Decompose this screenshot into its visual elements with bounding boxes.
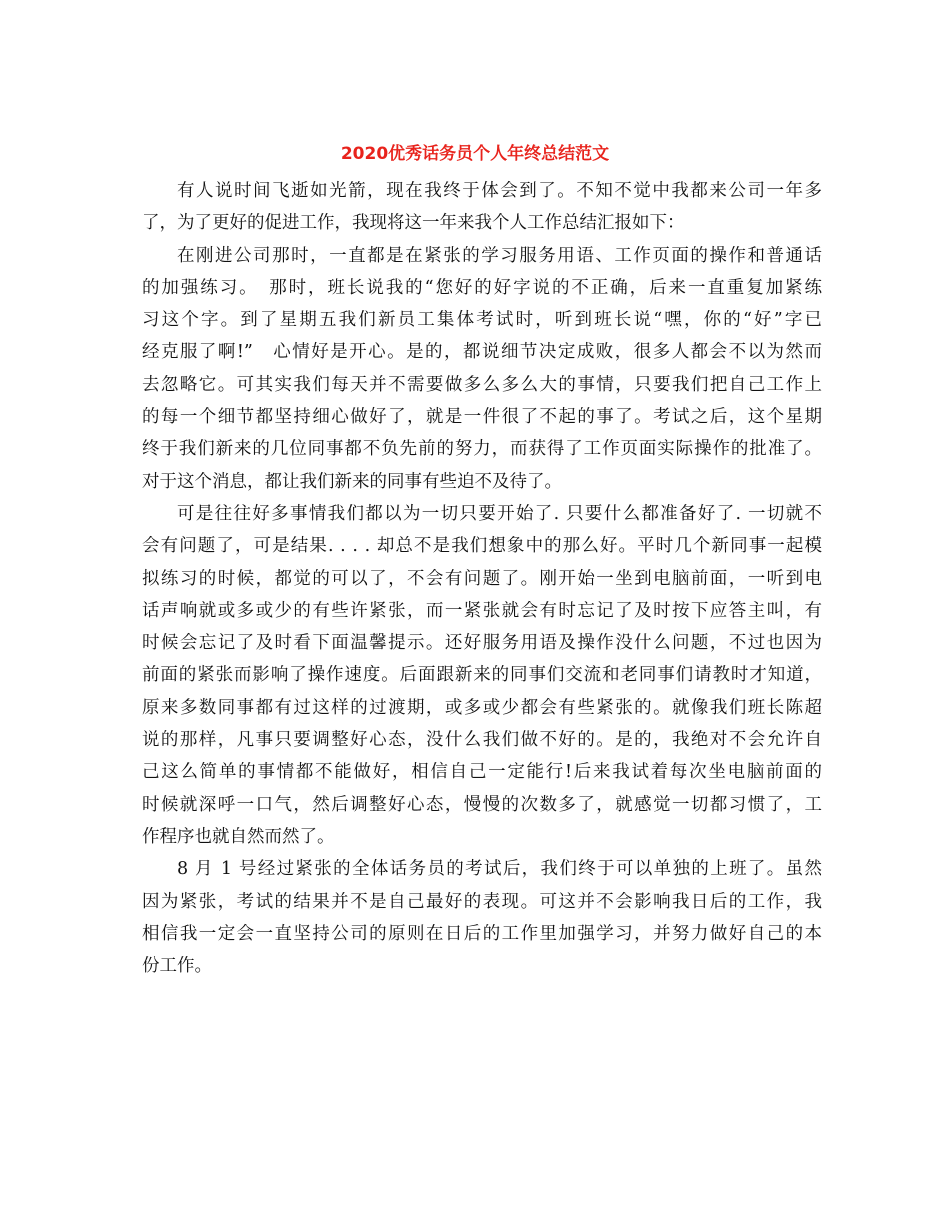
text-line: 前面的紧张而影响了操作速度。后面跟新来的同事们交流和老同事们请教时才知道， [142,665,822,686]
document-body [142,175,822,982]
document-title: 2020优秀话务员个人年终总结范文 [340,144,610,164]
text-line: 的每一个细节都坚持细心做好了，就是一件很了不起的事了。考试之后，这个星期 [142,407,822,428]
text-line: 相信我一定会一直坚持公司的原则在日后的工作里加强学习，并努力做好自己的本 [142,923,822,944]
text-line: 时候会忘记了及时看下面温馨提示。还好服务用语及操作没什么问题，不过也因为 [142,633,822,654]
text-line: 有人说时间飞逝如光箭，现在我终于体会到了。不知不觉中我都来公司一年多 [177,181,822,201]
text-line: 拟练习的时候，都觉的可以了，不会有问题了。刚开始一坐到电脑前面，一听到电 [142,568,822,589]
text-line: 会有问题了，可是结果. . . . 却总不是我们想象中的那么好。平时几个新同事一起模 [142,536,822,557]
text-line: 份工作。 [142,956,212,977]
text-line: 对于这个消息，都让我们新来的同事有些迫不及待了。 [142,471,562,492]
text-line: 终于我们新来的几位同事都不负先前的努力，而获得了工作页面实际操作的批准了。 [142,439,822,460]
text-line: 话声响就或多或少的有些许紧张，而一紧张就会有时忘记了及时按下应答主叫，有 [142,600,822,621]
text-line: 时候就深呼一口气，然后调整好心态，慢慢的次数多了，就感觉一切都习惯了，工 [142,794,822,815]
text-line: 了，为了更好的促进工作，我现将这一年来我个人工作总结汇报如下： [142,213,685,234]
text-line: 己这么简单的事情都不能做好，相信自己一定能行!后来我试着每次坐电脑前面的 [142,762,822,783]
text-line: 经克服了啊!” 心情好是开心。是的，都说细节决定成败，很多人都会不以为然而 [142,342,822,363]
text-line: 在刚进公司那时，一直都是在紧张的学习服务用语、工作页面的操作和普通话 [177,245,822,266]
text-line: 作程序也就自然而然了。 [142,826,335,847]
text-line: 原来多数同事都有过这样的过渡期，或多或少都会有些紧张的。就像我们班长陈超 [142,697,822,718]
text-line: 可是往往好多事情我们都以为一切只要开始了. 只要什么都准备好了. 一切就不 [177,503,822,524]
text-line: 习这个字。到了星期五我们新员工集体考试时，听到班长说“嘿，你的“好”字已 [142,310,822,331]
text-line: 说的那样，凡事只要调整好心态，没什么我们做不好的。是的，我绝对不会允许自 [142,730,822,751]
text-line: 8 月 1 号经过紧张的全体话务员的考试后，我们终于可以单独的上班了。虽然 [177,859,822,880]
text-line: 去忽略它。可其实我们每天并不需要做多么多么大的事情，只要我们把自己工作上 [142,374,822,395]
text-line: 因为紧张，考试的结果并不是自己最好的表现。可这并不会影响我日后的工作，我 [142,891,822,912]
text-line: 的加强练习。 那时，班长说我的“您好的好字说的不正确，后来一直重复加紧练 [142,277,822,298]
